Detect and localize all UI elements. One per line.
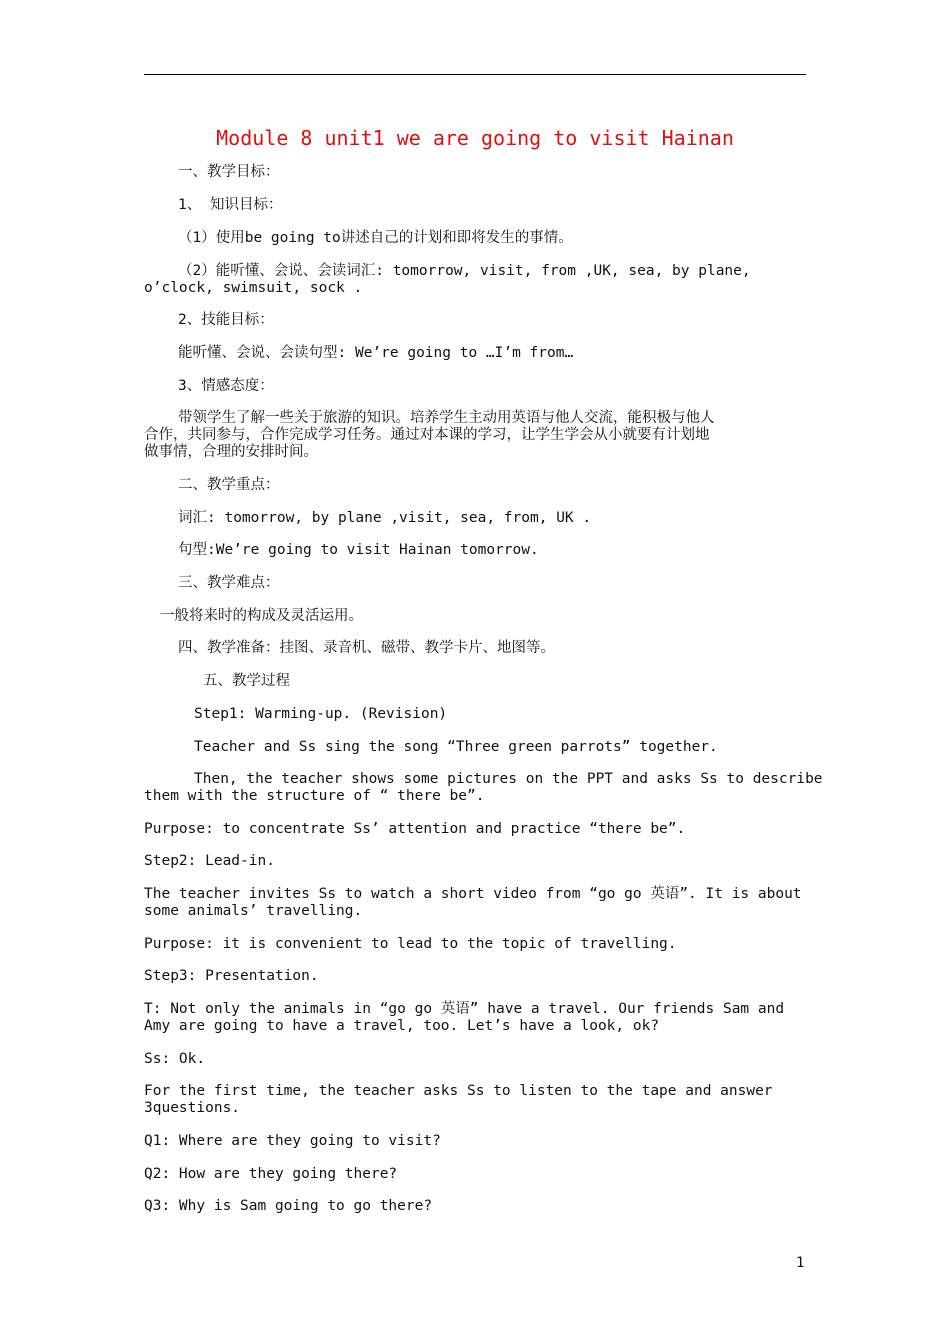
text-line: Then, the teacher shows some pictures on the PPT and asks Ss to describe (194, 771, 823, 787)
step-heading: Step2: Lead-in. (144, 853, 275, 869)
text-line: 带领学生了解一些关于旅游的知识。培养学生主动用英语与他人交流，能积极与他人 (178, 410, 715, 426)
text-line: 3questions. (144, 1100, 241, 1116)
text-line: The teacher invites Ss to watch a short video from “go go 英语”. It is about (144, 886, 802, 902)
step-heading: Step3: Presentation. (144, 968, 319, 984)
section-heading-process: 五、教学过程 (203, 673, 290, 689)
text-line: For the first time, the teacher asks Ss to listen to the tape and answer (144, 1083, 773, 1099)
subheading-attitude: 3、情感态度： (178, 378, 274, 394)
page-number: 1 (796, 1255, 805, 1271)
text-line: them with the structure of “ there be”. (144, 788, 485, 804)
document-title: Module 8 unit1 we are going to visit Hainan (216, 126, 734, 150)
text-line: Purpose: it is convenient to lead to the topic of travelling. (144, 936, 677, 952)
text-line: 句型:We’re going to visit Hainan tomorrow. (178, 542, 539, 558)
step-heading: Step1: Warming-up. (Revision) (194, 706, 448, 722)
question-line: Q3: Why is Sam going to go there? (144, 1198, 433, 1214)
header-rule (144, 74, 806, 75)
text-line: 词汇: tomorrow, by plane ,visit, sea, from, UK . (178, 510, 592, 526)
subheading-knowledge: 1、 知识目标： (178, 197, 283, 213)
section-heading-preparation: 四、教学准备：挂图、录音机、磁带、教学卡片、地图等。 (178, 640, 555, 656)
text-line: 合作，共同参与，合作完成学习任务。通过对本课的学习，让学生学会从小就要有计划地 (144, 427, 710, 443)
question-line: Q1: Where are they going to visit? (144, 1133, 441, 1149)
text-line: o’clock, swimsuit, sock . (144, 280, 363, 296)
section-heading-key-points: 二、教学重点： (178, 477, 280, 493)
text-line: 做事情，合理的安排时间。 (144, 444, 318, 460)
text-line: Teacher and Ss sing the song “Three green parrots” together. (194, 739, 718, 755)
question-line: Q2: How are they going there? (144, 1166, 398, 1182)
text-line: （2）能听懂、会说、会读词汇: tomorrow, visit, from ,UK, sea, by plane, (178, 263, 751, 279)
text-line: Ss: Ok. (144, 1051, 206, 1067)
section-heading-difficulties: 三、教学难点： (178, 575, 280, 591)
text-line: some animals’ travelling. (144, 903, 363, 919)
subheading-skills: 2、技能目标： (178, 312, 274, 328)
section-heading-objectives: 一、教学目标： (178, 164, 280, 180)
text-line: （1）使用be going to讲述自己的计划和即将发生的事情。 (178, 230, 573, 246)
text-line: T: Not only the animals in “go go 英语” have a travel. Our friends Sam and (144, 1001, 785, 1017)
text-line: Amy are going to have a travel, too. Let’s have a look, ok? (144, 1018, 660, 1034)
text-line: Purpose: to concentrate Ss’ attention and practice “there be”. (144, 821, 686, 837)
text-line: 能听懂、会说、会读句型: We’re going to …I’m from… (178, 345, 574, 361)
text-line: 一般将来时的构成及灵活运用。 (160, 608, 363, 624)
